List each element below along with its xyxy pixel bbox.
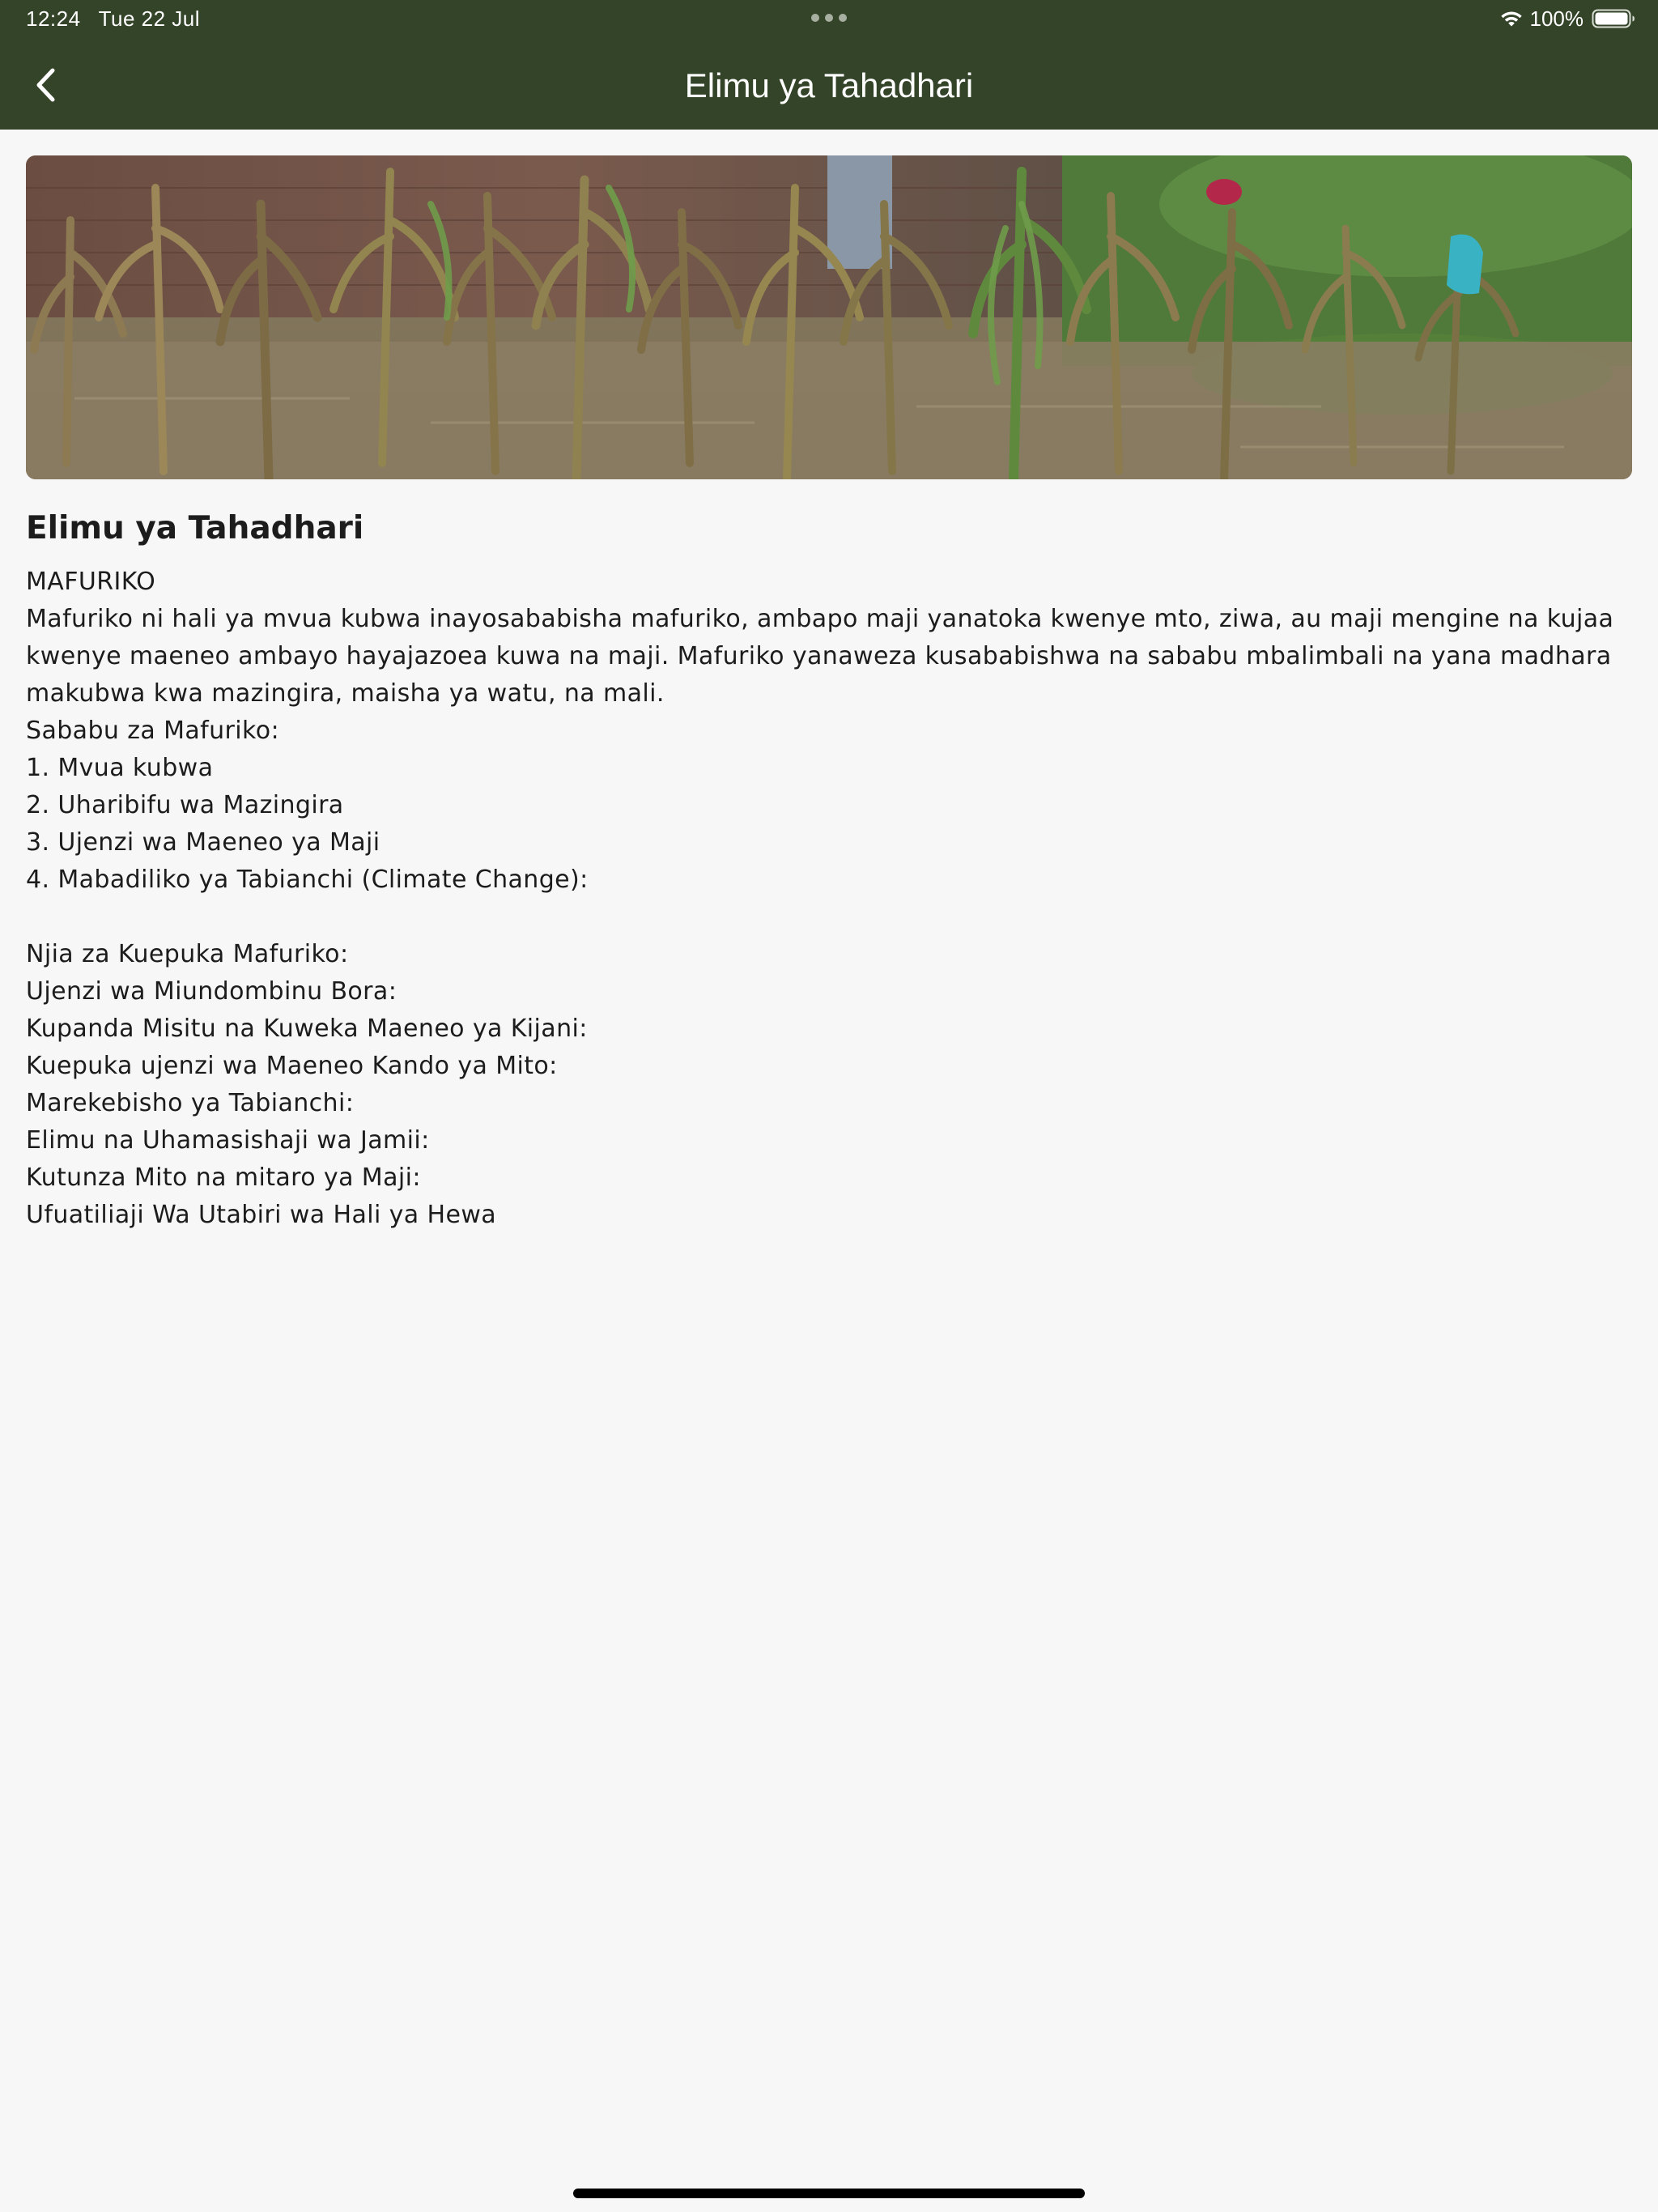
battery-icon <box>1592 8 1635 29</box>
status-time: 12:24 <box>26 6 81 31</box>
prevention-item: Kutunza Mito na mitaro ya Maji: <box>26 1163 421 1192</box>
cause-item: 2. Uharibifu wa Mazingira <box>26 791 344 819</box>
article-paragraph-intro: Mafuriko ni hali ya mvua kubwa inayosababisha mafuriko, ambapo maji yanatoka kwenye mto, ziwa, au maji mengine na kujaa kwenye maeneo ambayo hayajazoea kuwa na maji. Mafuriko yanaweza kusababishwa na sababu mbalimbali na yana madhara makubwa kwa mazingira, maisha ya watu, na mali. <box>26 605 1622 708</box>
hero-image <box>26 155 1632 479</box>
multitask-dots-icon[interactable] <box>811 14 847 23</box>
article-heading-mafuriko: MAFURIKO <box>26 568 156 596</box>
blank-line <box>26 899 1632 936</box>
cause-item: 3. Ujenzi wa Maeneo ya Maji <box>26 828 380 857</box>
navigation-bar <box>0 0 1658 130</box>
prevention-item: Ufuatiliaji Wa Utabiri wa Hali ya Hewa <box>26 1201 497 1229</box>
wifi-icon <box>1499 10 1524 28</box>
prevention-item: Elimu na Uhamasishaji wa Jamii: <box>26 1126 430 1155</box>
prevention-item: Kupanda Misitu na Kuweka Maeneo ya Kijani: <box>26 1015 588 1043</box>
prevention-item: Ujenzi wa Miundombinu Bora: <box>26 977 397 1006</box>
battery-percent: 100% <box>1529 6 1584 31</box>
article-subheading-prevention: Njia za Kuepuka Mafuriko: <box>26 940 349 968</box>
prevention-item: Kuepuka ujenzi wa Maeneo Kando ya Mito: <box>26 1052 558 1080</box>
status-bar-right <box>1499 6 1636 31</box>
cause-item: 1. Mvua kubwa <box>26 754 214 782</box>
home-indicator[interactable] <box>573 2189 1085 2198</box>
prevention-item: Marekebisho ya Tabianchi: <box>26 1089 355 1117</box>
article-body <box>26 564 1632 1234</box>
cause-item: 4. Mabadiliko ya Tabianchi (Climate Change): <box>26 866 589 894</box>
flooded-maize-field-photo <box>26 155 1632 479</box>
article <box>26 502 1632 1234</box>
status-bar-clock <box>26 6 200 31</box>
article-title: Elimu ya Tahadhari <box>26 510 364 547</box>
article-subheading-causes: Sababu za Mafuriko: <box>26 717 279 745</box>
nav-title: Elimu ya Tahadhari <box>684 66 974 104</box>
status-date: Tue 22 Jul <box>98 6 201 31</box>
